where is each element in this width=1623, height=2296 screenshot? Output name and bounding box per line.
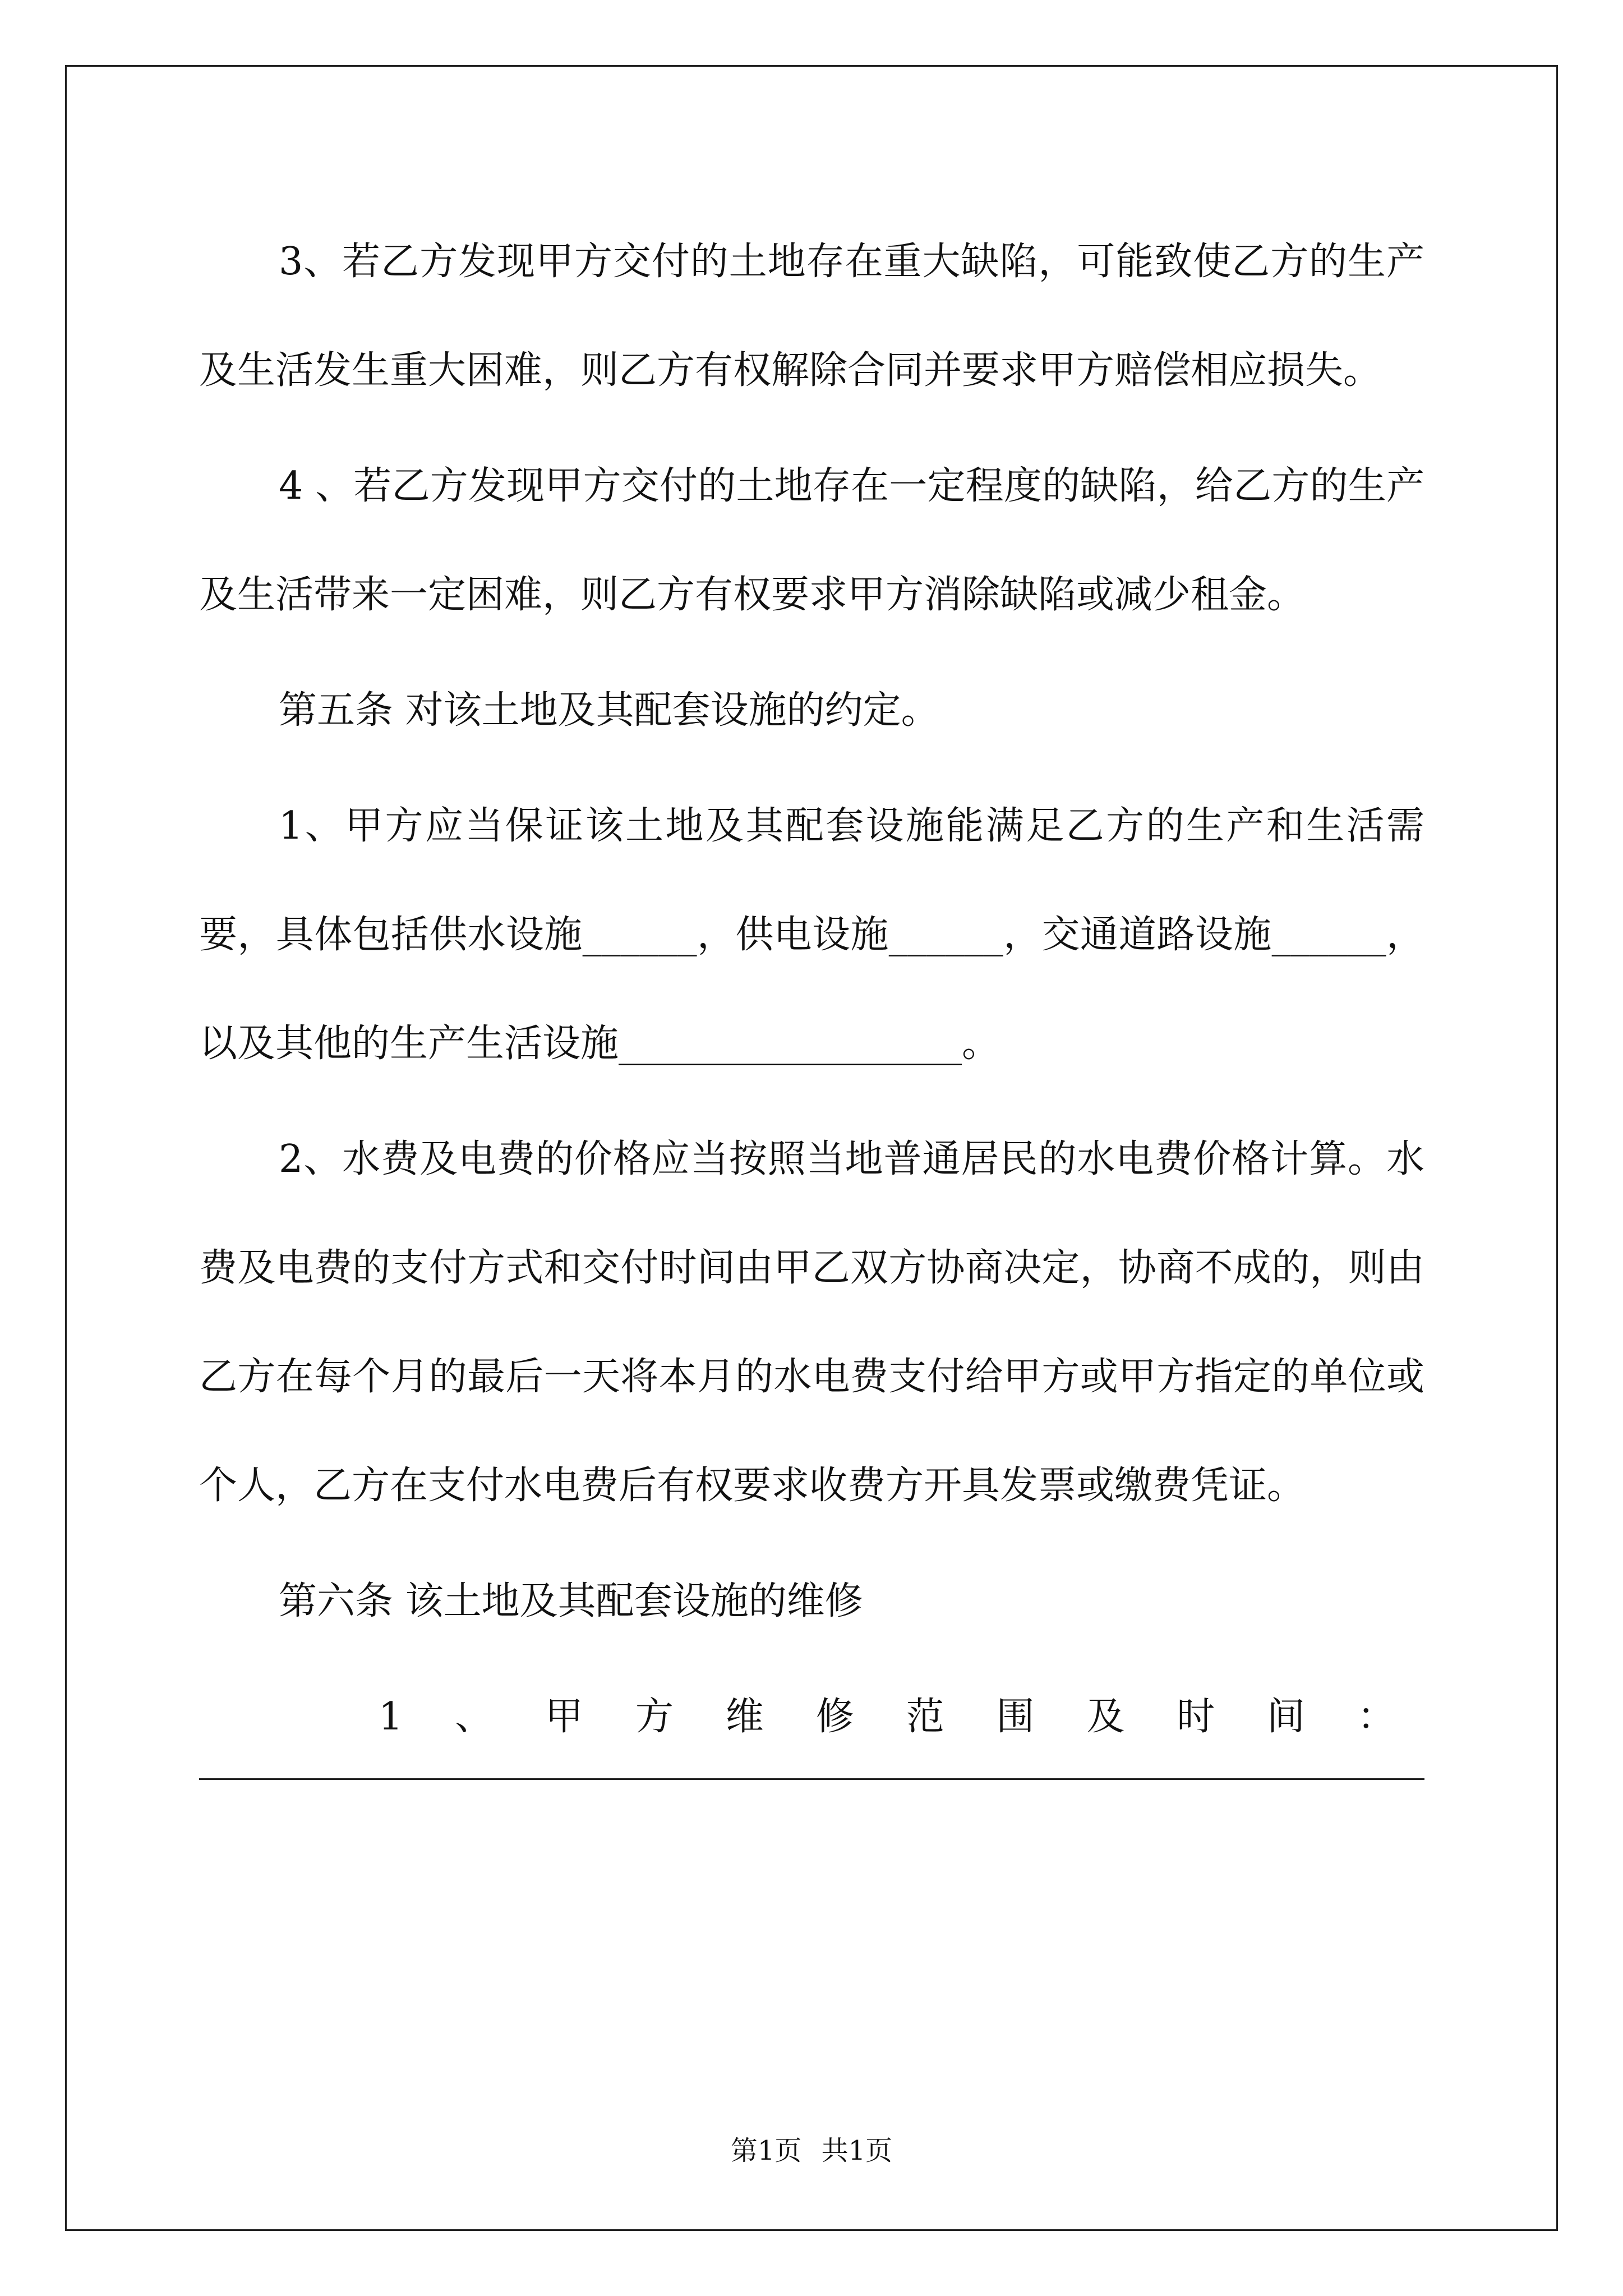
page-number-current: 第1页 <box>730 2135 802 2166</box>
document-body <box>199 208 1424 1780</box>
paragraph-clause-4: 4 、若乙方发现甲方交付的土地存在一定程度的缺陷，给乙方的生产及生活带来一定困难，则乙方有权要求甲方消除缺陷或减少租金。 <box>199 464 1424 617</box>
blank-fill-line <box>199 1778 1424 1780</box>
page-footer <box>0 2129 1623 2168</box>
article-six-heading: 第六条 该土地及其配套设施的维修 <box>279 1579 863 1623</box>
paragraph-maintenance-1: 1、甲方维修范围及时间： <box>379 1695 1424 1739</box>
paragraph-clause-3: 3、若乙方发现甲方交付的土地存在重大缺陷，可能致使乙方的生产及生活发生重大困难，则乙方有权解除合同并要求甲方赔偿相应损失。 <box>199 240 1424 393</box>
paragraph-facilities-1: 1、甲方应当保证该土地及其配套设施能满足乙方的生产和生活需要，具体包括供水设施______，供电设施______，交通道路设施______，以及其他的生产生活设施__________________。 <box>199 804 1424 1066</box>
page-number-total: 共1页 <box>821 2135 893 2166</box>
article-five-heading: 第五条 对该土地及其配套设施的约定。 <box>279 688 939 733</box>
paragraph-utilities-2: 2、水费及电费的价格应当按照当地普通居民的水电费价格计算。水费及电费的支付方式和交付时间由甲乙双方协商决定，协商不成的，则由乙方在每个月的最后一天将本月的水电费支付给甲方或甲方指定的单位或个人，乙方在支付水电费后有权要求收费方开具发票或缴费凭证。 <box>199 1137 1424 1508</box>
